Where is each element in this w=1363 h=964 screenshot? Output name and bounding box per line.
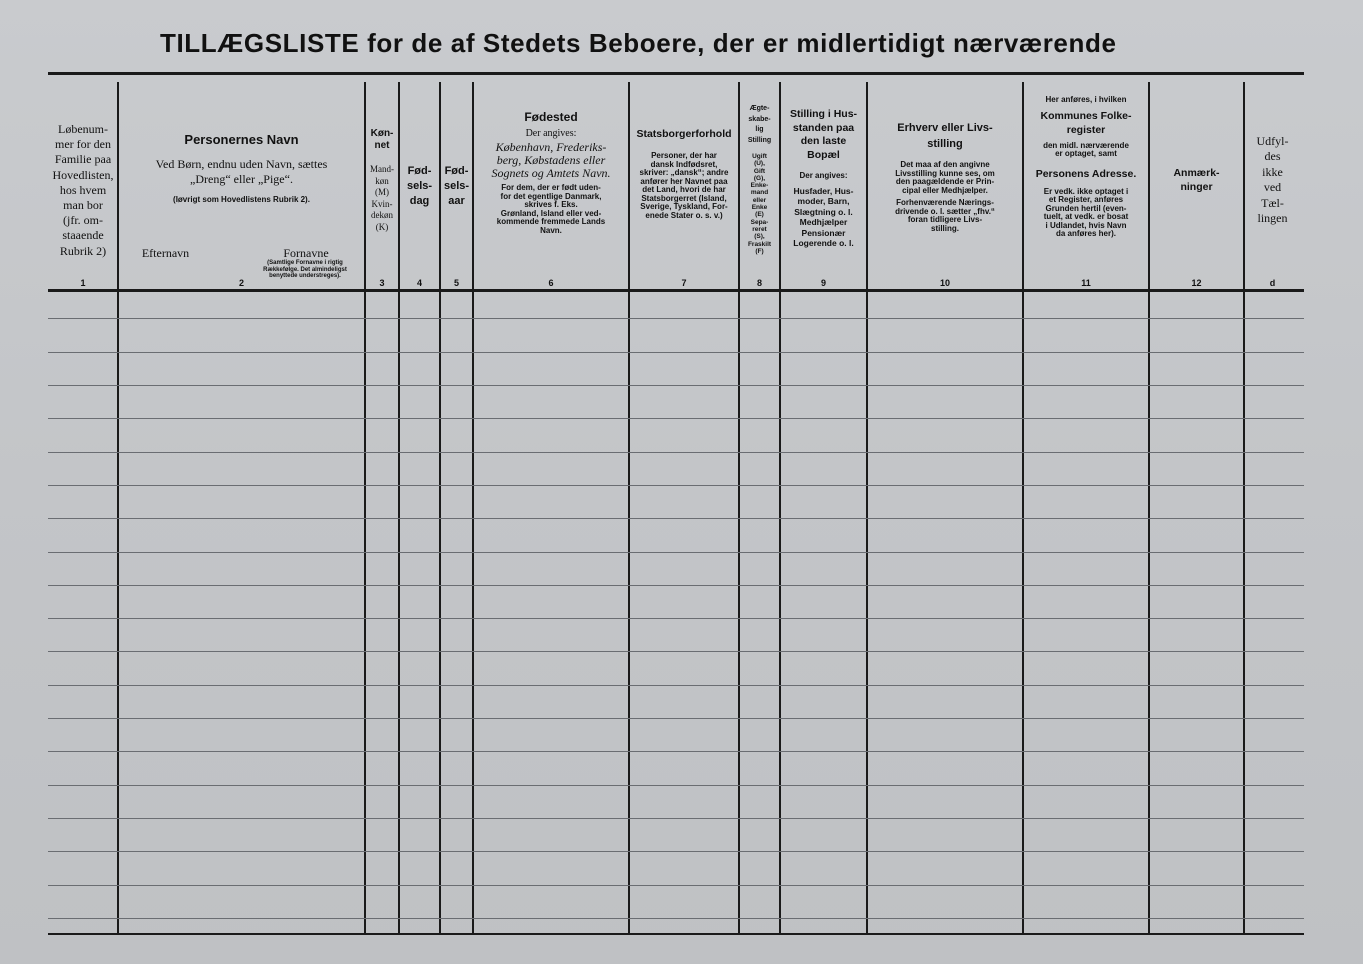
col-2-note: (Iøvrigt som Hovedlistens Rubrik 2). [173,195,310,204]
header-bottom-rule [48,289,1304,292]
entry-row-line [48,518,1304,519]
col-number: 3 [379,278,385,288]
col-9-note: Husfader, Hus- moder, Barn, Slægtning o. l. Medhjælper Pensionær Logerende o. l. [793,185,854,248]
entry-row-line [48,651,1304,652]
col-number: 4 [416,278,422,288]
col-2-sub-efternavn: Efternavn [141,246,190,260]
column-divider [398,82,400,933]
column-divider [117,82,119,933]
entry-row-line [48,818,1304,819]
entry-row-line [48,318,1304,319]
col-9-heading: Stilling i Hus- standen paa den laste Bopæl [789,108,858,161]
col-12-heading: Anmærk- ninger [1173,167,1220,193]
col-2-header [119,132,364,204]
entry-row-line [48,585,1304,586]
col-10-header [868,120,1022,233]
col-9-header [781,108,866,249]
entry-row-line [48,685,1304,686]
col-6-heading: Fødested [524,110,578,124]
col-11-pre: Her anføres, i hvilken [1045,95,1127,104]
col-number: 1 [80,278,86,288]
col-number: 7 [681,278,687,288]
col-6-italic: København, Frederiks- berg, Købstadens eller Sognets og Amtets Navn. [491,140,611,180]
col-1-header: Løbenum- mer for den Familie paa Hovedlisten, hos hvem man bor (jfr. om- staaende Rubrik 2) [52,122,114,258]
col-number: 5 [453,278,459,288]
col-number: 8 [756,278,762,288]
col-12-header [1150,166,1243,194]
form-title: TILLÆGSLISTE for de af Stedets Beboere, der er midlertidigt nærværende [160,28,1117,58]
col-number: 9 [820,278,826,288]
col-6-header [474,110,628,235]
col-2-sub-fornavne: Fornavne [283,246,329,260]
col-4-header [400,164,439,209]
entry-row-line [48,618,1304,619]
column-divider [1148,82,1150,933]
col-11-heading2: Personens Adresse. [1035,167,1137,180]
top-rule [48,72,1304,75]
entry-row-line [48,851,1304,852]
col-number: 6 [548,278,554,288]
col-d-header: Udfyl- des ikke ved Tæl- lingen [1256,134,1289,226]
entry-row-line [48,918,1304,919]
col-5-heading: Fød- sels- aar [443,165,470,207]
entry-row-line [48,785,1304,786]
entry-row-line [48,352,1304,353]
entry-row-line [48,418,1304,419]
col-6-text: Der angives: [525,128,577,139]
col-7-heading: Statsborgerforhold [636,128,732,140]
col-10-text: Det maa af den angivne Livsstilling kunne ses, om den paagældende er Prin- cipal eller Medhjælper. [895,160,995,195]
col-number: d [1269,278,1276,288]
col-8-text: Ugift (U), Gift (G), Enke- mand eller Enke (E) Sepa- reret (S), Fraskilt (F) [747,153,772,255]
col-4-heading: Fød- sels- dag [406,165,433,207]
col-5-header [441,164,472,209]
col-11-note: Er vedk. ikke optaget i et Register, anføres Grunden hertil (even- tuelt, at vedk. er bosat i Udlandet, hvis Navn da anføres her). [1043,186,1129,238]
col-number: 12 [1191,278,1202,288]
col-11-text: den midl. nærværende er optaget, samt [1043,140,1129,158]
col-3-heading: Køn- net [370,128,394,151]
entry-row-line [48,552,1304,553]
col-6-note: For dem, der er født uden- for det egentlige Danmark, skrives f. Eks. Grønland, Island eller ved- kommende fremmede Lands Navn. [496,183,606,235]
bottom-rule [48,933,1304,935]
col-3-text: Mand- køn (M) Kvin- dekøn (K) [370,164,394,232]
entry-row-line [48,452,1304,453]
col-11-header [1024,96,1148,239]
col-number: 2 [238,278,244,288]
col-9-text: Der angives: [799,171,848,180]
col-2-sub-note: (Samtlige Fornavne i rigtig Rækkefølge. Det almindeligst benyttede understreges). [263,260,347,279]
col-number: 10 [939,278,950,288]
entry-row-line [48,885,1304,886]
col-8-header [740,104,779,255]
col-8-heading: Ægte- skabe- lig Stilling [747,105,772,144]
entry-row-line [48,485,1304,486]
entry-row-line [48,385,1304,386]
col-2-heading: Personernes Navn [184,132,299,147]
entry-row-line [48,751,1304,752]
col-2-text: Ved Børn, endnu uden Navn, sættes „Dreng“ eller „Pige“. [155,157,328,186]
col-number: 11 [1081,278,1091,288]
col-10-heading: Erhverv eller Livs- stilling [897,122,993,150]
col-11-heading: Kommunes Folke- register [1040,109,1132,136]
entry-row-line [48,718,1304,719]
col-10-note: Forhenværende Nærings- drivende o. l. sætter „fhv.“ foran tidligere Livs- stilling. [895,198,995,233]
column-divider [439,82,441,933]
col-7-header [630,128,738,220]
col-3-header [366,128,398,233]
col-7-text: Personer, der har dansk Indfødsret, skriver: „dansk“; andre anfører her Navnet paa det Land, hvori de har Statsborgerret (Island, Sverige, Tyskland, For- enede Stater o. s. v.) [639,151,729,220]
